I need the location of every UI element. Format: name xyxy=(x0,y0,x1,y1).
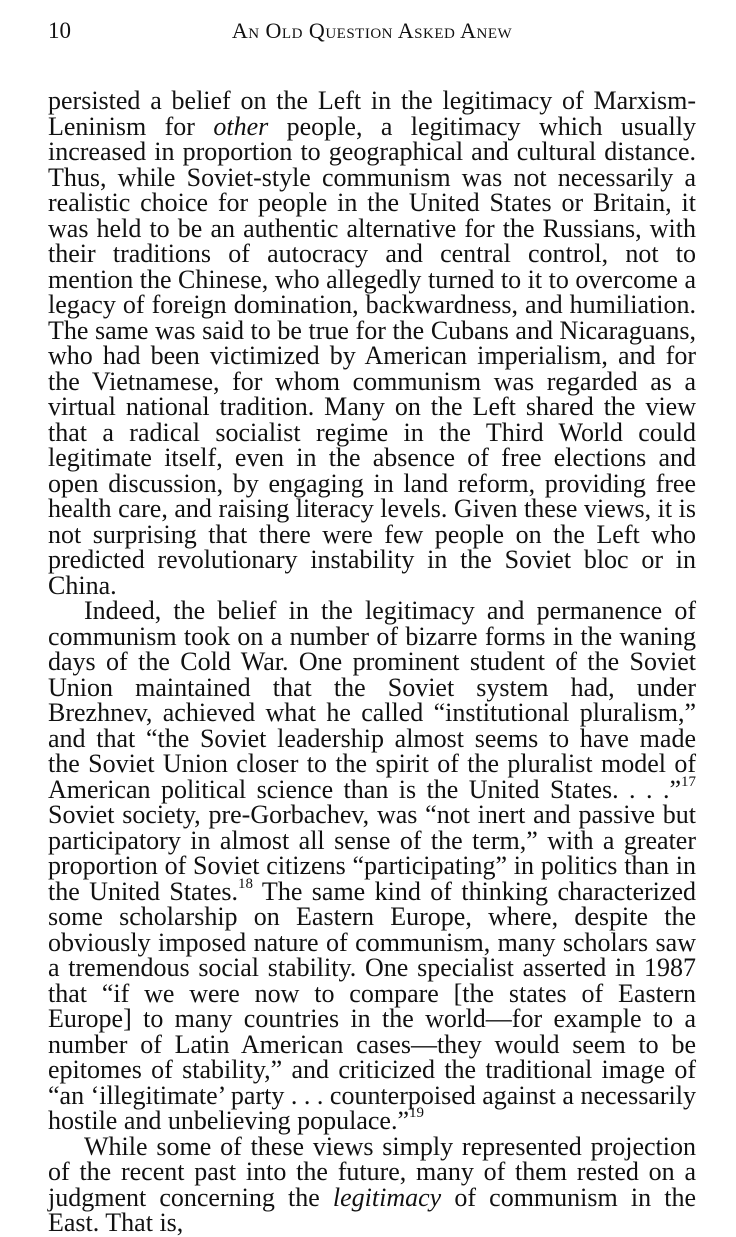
paragraph-2-text-c: The same kind of thinking characterized some scholarship on Eastern Europe, where, despite the obviously imposed nature of communism, many scholars saw a tremendous social stability. One specialist asserted in 1987 that “if we were now to compare [the states of Eastern Europe] to many countries in the world—for example to a number of Latin American cases—they would seem to be epitomes of stability,” and criticized the traditional image of “an ‘illegitimate’ party . . . counterpoised against a necessarily hostile and unbelieving populace.” xyxy=(48,877,696,1136)
paragraph-3 xyxy=(48,1134,696,1236)
paragraph-2 xyxy=(48,598,696,1134)
paragraph-1 xyxy=(48,88,696,598)
paragraph-3-text-a: While some of these views simply represented projection of the recent past into the future, many of them rested on a judgment concerning the xyxy=(48,1132,696,1212)
running-head xyxy=(48,14,696,48)
running-title: An Old Question Asked Anew xyxy=(48,14,696,48)
emphasis-legitimacy: legitimacy xyxy=(333,1183,441,1212)
footnote-ref-18: 18 xyxy=(238,876,253,892)
paragraph-2-text-b: Soviet society, pre-Gorbachev, was “not inert and passive but participatory in almost all sense of the term,” with a greater proportion of Soviet citizens “participating” in politics than in the United States. xyxy=(48,800,696,906)
paragraph-1-text-b: people, a legitimacy which usually increased in proportion to geographical and cultural distance. Thus, while Soviet-style communism was not necessarily a realistic choice for people in the United States or Britain, it was held to be an authentic alternative for the Russians, with their traditions of autocracy and central control, not to mention the Chinese, who allegedly turned to it to overcome a legacy of foreign domination, backwardness, and humiliation. The same was said to be true for the Cubans and Nicaraguans, who had been victimized by American imperialism, and for the Vietnamese, for whom communism was regarded as a virtual national tradition. Many on the Left shared the view that a radical socialist regime in the Third World could legitimate itself, even in the absence of free elections and open discussion, by engaging in land reform, providing free health care, and raising literacy levels. Given these views, it is not surprising that there were few people on the Left who predicted revolutionary instability in the Soviet bloc or in China. xyxy=(48,112,696,600)
paragraph-1-text-a: persisted a belief on the Left in the legitimacy of Marxism-Leninism for xyxy=(48,86,696,141)
paragraph-2-text-a: Indeed, the belief in the legitimacy and permanence of communism took on a number of bizarre forms in the waning days of the Cold War. One prominent student of the Soviet Union maintained that the Soviet system had, under Brezhnev, achieved what he called “institutional pluralism,” and that “the Soviet leadership almost seems to have made the Soviet Union closer to the spirit of the pluralist model of American political science than is the United States. . . .” xyxy=(48,596,696,804)
paragraph-3-text-b: of communism in the East. That is, xyxy=(48,1183,696,1237)
footnote-ref-19: 19 xyxy=(409,1105,424,1121)
emphasis-other: other xyxy=(213,112,268,141)
footnote-ref-17: 17 xyxy=(681,774,696,790)
body-text xyxy=(48,88,696,1236)
page-number: 10 xyxy=(48,14,71,48)
